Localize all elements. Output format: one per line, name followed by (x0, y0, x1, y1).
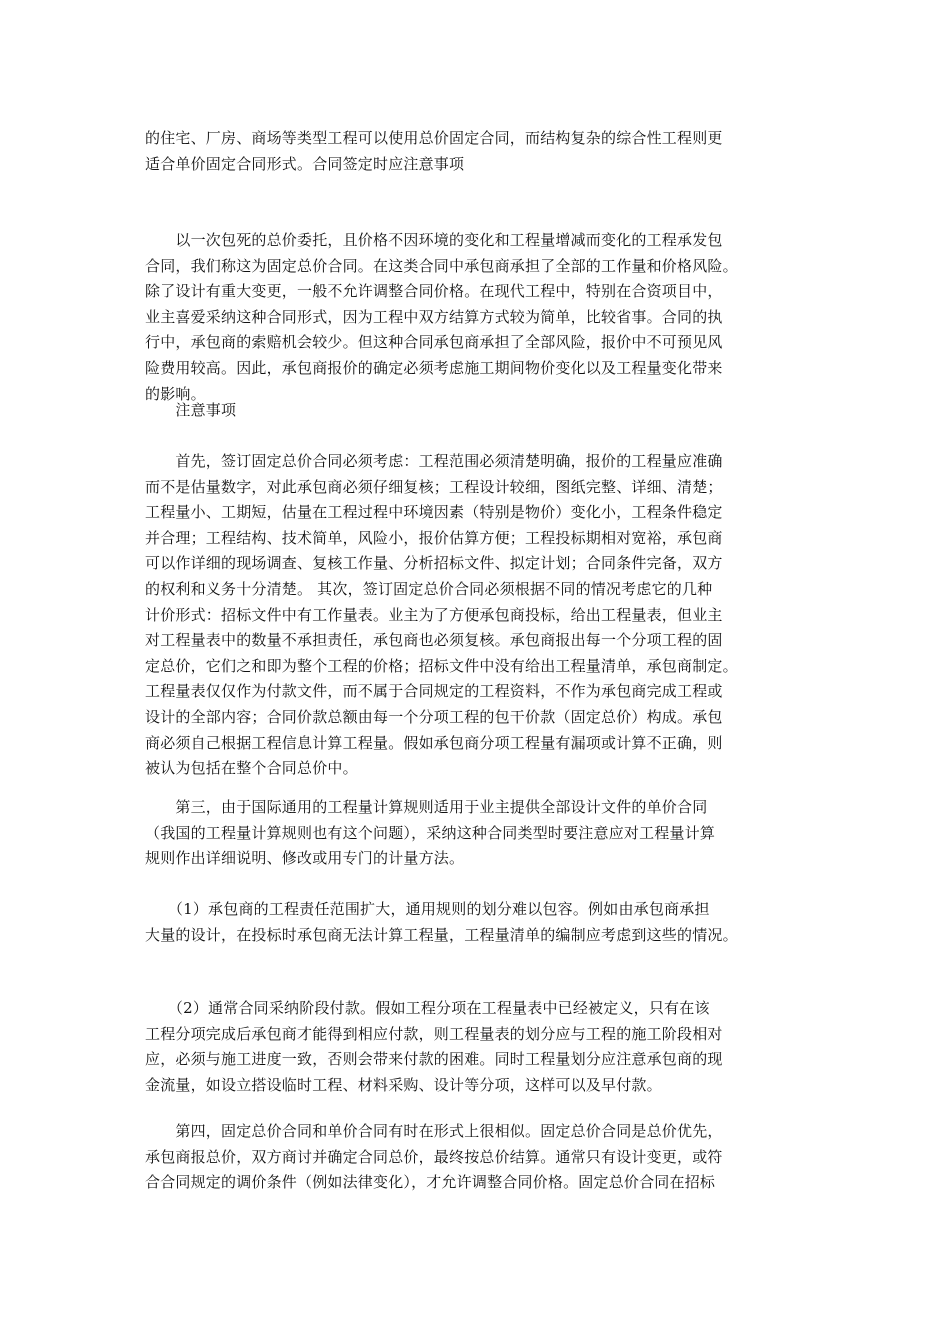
text-line: 合合同规定的调价条件（例如法律变化），才允许调整合同价格。固定总价合同在招标 (145, 1173, 716, 1192)
text-line: 对工程量表中的数量不承担责任，承包商也必须复核。承包商报出每一个分项工程的固 (145, 631, 723, 650)
text-line: （我国的工程量计算规则也有这个问题），采纳这种合同类型时要注意应对工程量计算 (145, 823, 716, 842)
text-line: 除了设计有重大变更，一般不允许调整合同价格。在现代工程中，特别在合资项目中， (145, 282, 723, 301)
paragraph-first-considerations (145, 449, 810, 782)
text-line: 第四，固定总价合同和单价合同有时在形式上很相似。固定总价合同是总价优先， (145, 1122, 723, 1140)
text-line: 金流量，如设立搭设临时工程、材料采购、设计等分项，这样可以及早付款。 (145, 1075, 662, 1094)
text-line: 计价形式：招标文件中有工作量表。业主为了方便承包商投标，给出工程量表，但业主 (145, 605, 723, 624)
paragraph-fourth-comparison (145, 1119, 810, 1196)
text-line: 第三，由于国际通用的工程量计算规则适用于业主提供全部设计文件的单价合同 (145, 798, 708, 816)
paragraph-item-1 (145, 897, 810, 948)
text-line: 工程量表仅仅作为付款文件，而不属于合同规定的工程资料，不作为承包商完成工程或 (145, 682, 723, 701)
paragraph-fixed-price-definition (145, 228, 810, 407)
text-line: 可以作详细的现场调查、复核工作量、分析招标文件、拟定计划；合同条件完备，双方 (145, 554, 723, 573)
paragraph-third-measurement-rules (145, 795, 810, 872)
text-line: 的权利和义务十分清楚。 其次，签订固定总价合同必须根据不同的情况考虑它的几种 (145, 579, 713, 598)
text-line: 工程量小、工期短，估量在工程过程中环境因素（特别是物价）变化小，工程条件稳定 (145, 503, 723, 522)
text-line: 以一次包死的总价委托，且价格不因环境的变化和工程量增减而变化的工程承发包 (145, 231, 723, 249)
text-line: 行中，承包商的索赔机会较少。但这种合同承包商承担了全部风险，报价中不可预见风 (145, 333, 723, 352)
text-line: 注意事项 (145, 401, 237, 419)
text-line: 大量的设计，在投标时承包商无法计算工程量，工程量清单的编制应考虑到这些的情况。 (145, 925, 738, 944)
text-line: 的影响。 (145, 384, 206, 403)
text-line: 的住宅、厂房、商场等类型工程可以使用总价固定合同，而结构复杂的综合性工程则更 (145, 129, 723, 147)
text-line: 而不是估量数字，对此承包商必须仔细复核；工程设计较细，图纸完整、详细、清楚； (145, 477, 723, 496)
text-line: （2）通常合同采纳阶段付款。假如工程分项在工程量表中已经被定义，只有在该 (145, 999, 710, 1017)
paragraph-intro (145, 126, 810, 177)
section-heading-notes (145, 398, 810, 424)
text-line: 首先，签订固定总价合同必须考虑：工程范围必须清楚明确，报价的工程量应准确 (145, 452, 723, 470)
text-line: 规则作出详细说明、修改或用专门的计量方法。 (145, 849, 465, 868)
text-line: 定总价，它们之和即为整个工程的价格；招标文件中没有给出工程量清单，承包商制定。 (145, 656, 738, 675)
text-line: 险费用较高。因此，承包商报价的确定必须考虑施工期间物价变化以及工程量变化带来 (145, 358, 723, 377)
text-line: 业主喜爱采纳这种合同形式，因为工程中双方结算方式较为简单，比较省事。合同的执 (145, 307, 723, 326)
text-line: 被认为包括在整个合同总价中。 (145, 759, 358, 778)
text-line: 适合单价固定合同形式。合同签定时应注意事项 (145, 154, 465, 173)
text-line: 设计的全部内容；合同价款总额由每一个分项工程的包干价款（固定总价）构成。承包 (145, 707, 723, 726)
paragraph-item-2 (145, 996, 810, 1098)
text-line: 应，必须与施工进度一致，否则会带来付款的困难。同时工程量划分应注意承包商的现 (145, 1050, 723, 1069)
text-line: 商必须自己根据工程信息计算工程量。假如承包商分项工程量有漏项或计算不正确，则 (145, 733, 723, 752)
text-line: （1）承包商的工程责任范围扩大，通用规则的划分难以包容。例如由承包商承担 (145, 900, 710, 918)
text-line: 合同，我们称这为固定总价合同。在这类合同中承包商承担了全部的工作量和价格风险。 (145, 256, 738, 275)
text-line: 承包商报总价，双方商讨并确定合同总价，最终按总价结算。通常只有设计变更，或符 (145, 1147, 723, 1166)
text-line: 并合理；工程结构、技术简单，风险小，报价估算方便；工程投标期相对宽裕，承包商 (145, 528, 723, 547)
text-line: 工程分项完成后承包商才能得到相应付款，则工程量表的划分应与工程的施工阶段相对 (145, 1024, 723, 1043)
